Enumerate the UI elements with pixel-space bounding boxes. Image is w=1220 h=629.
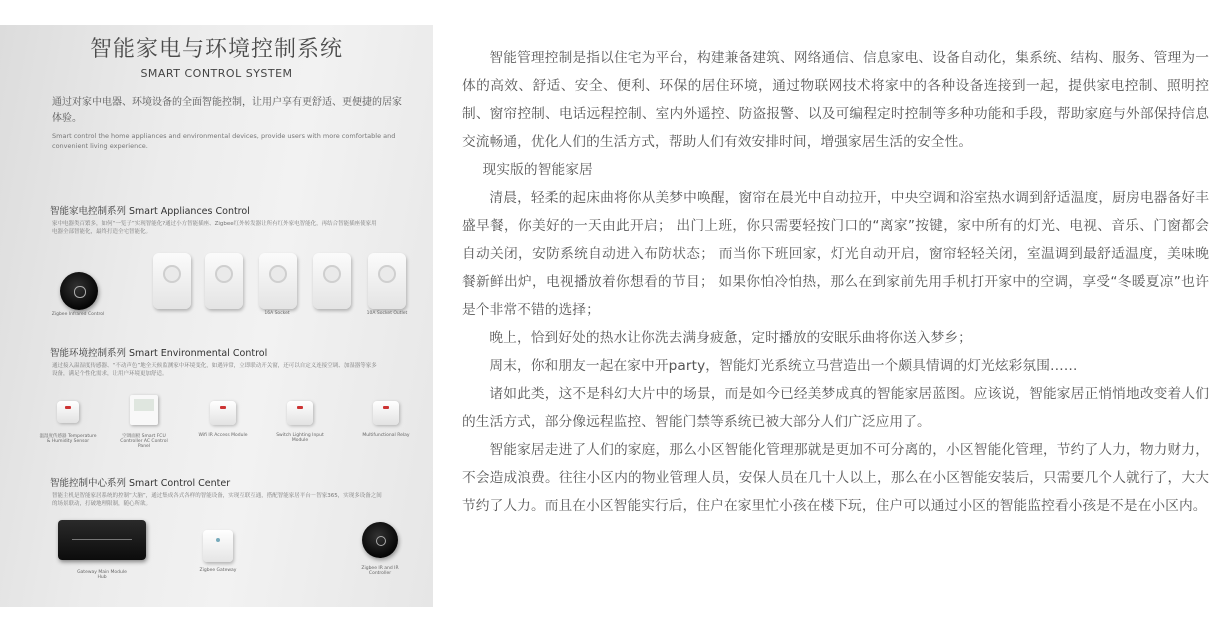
gateway-hub-device — [58, 520, 146, 560]
article-paragraph: 智能管理控制是指以住宅为平台，构建兼备建筑、网络通信、信息家电、设备自动化，集系统、结构、服务、管理为一体的高效、舒适、安全、便利、环保的居住环境，通过物联网技术将家中的各种设备连接到一起，提供家电控制、照明控制、窗帘控制、电话远程控制、室内外遥控、防盗报警、以及可编程定时控制等多种功能和手段，帮助家庭与外部保持信息交流畅通，优化人们的生活方式，帮助人们有效安排时间，增强家居生活的安全性。 — [462, 50, 1209, 150]
lighting-module-device — [287, 401, 313, 425]
smart-socket-device — [313, 253, 351, 309]
zigbee-gateway-device — [203, 530, 233, 562]
device-label: Multifunctional Relay — [362, 433, 410, 438]
smart-socket-device — [259, 253, 297, 309]
article-paragraph: 诸如此类，这不是科幻大片中的场景，而是如今已经美梦成真的智能家居蓝图。应该说，智能家居正悄悄地改变着人们的生活方式，部分像远程监控、智能门禁等系统已被大部分人们广泛应用了。 — [462, 386, 1209, 430]
device-label: Zigbee Gateway — [199, 568, 237, 573]
device-label: 16A Socket — [264, 311, 290, 316]
board-title: 智能家电与环境控制系统 — [89, 37, 343, 62]
board-subtitle: SMART CONTROL SYSTEM — [140, 67, 293, 80]
smart-socket-device — [368, 253, 406, 309]
article-subheading: 现实版的智能家居 — [482, 162, 593, 178]
ir-controller-device — [362, 522, 398, 558]
article-paragraph: 周末，你和朋友一起在家中开party，智能灯光系统立马营造出一个颇具情调的灯光炫彩氛围…… — [489, 358, 1078, 374]
smart-socket-device — [205, 253, 243, 309]
article-paragraph: 晚上，恰到好处的热水让你洗去满身疲惫，定时播放的安眠乐曲将你送入梦乡； — [489, 330, 972, 346]
device-label: Zigbee IR and IR Controller — [361, 566, 399, 576]
device-label: Gateway Main Module Hub — [77, 570, 127, 580]
section-title-appliances: 智能家电控制系列 Smart Appliances Control — [50, 206, 250, 217]
humidity-sensor-device — [57, 401, 79, 423]
device-label: Switch Lighting Input Module — [276, 433, 324, 443]
device-label: 10A Socket Outlet — [366, 311, 408, 316]
board-intro-english: Smart control the home appliances and environmental devices, provide users with more comfortable and convenient living experience. — [52, 132, 396, 150]
device-label: Wifi IR Access Module — [198, 433, 248, 438]
article-paragraph: 清晨，轻柔的起床曲将你从美梦中唤醒，窗帘在晨光中自动拉开，中央空调和浴室热水调到舒适温度，厨房电器备好丰盛早餐，你美好的一天由此开启； 出门上班，你只需要轻按门口的“离家”按键，家中所有的灯光、电视、音乐、门窗都会自动关闭，安防系统自动进入布防状态； 而当你下班回家，灯光自动开启，窗帘轻轻关闭，室温调到最舒适温度，美味晚餐新鲜出炉，电视播放着你想看的节目； 如果你怕冷怕热，那么在到家前先用手机打开家中的空调，享受“冬暖夏凉”也许是个非常不错的选择； — [462, 190, 1209, 318]
section-desc-control-center: 智能主机是智能家居系统的控制“大脑”，通过集成各式各样的智能设备，实现互联互通，搭配智能家居平台－智家365，实现多设备之间的场景联动，打破地理限制，随心所欲。 — [52, 493, 382, 507]
ir-module-device — [210, 401, 236, 425]
section-desc-environmental: 通过接入温湿度传感器、“不动声色”地全天候监测家中环境变化，如遇异常，立即联动开关窗，还可以自定义连接空调、加湿器等家多设备，满足个性化需求，让用户环境更加舒适。 — [52, 363, 377, 377]
smart-socket-device — [153, 253, 191, 309]
relay-device — [373, 401, 399, 425]
section-title-control-center: 智能控制中心系列 Smart Control Center — [50, 478, 231, 489]
device-label: 空调面板 Smart FCU Controller AC Control Panel — [120, 434, 168, 449]
article-body — [462, 44, 1209, 520]
section-title-environmental: 智能环境控制系列 Smart Environmental Control — [50, 348, 268, 359]
device-label: 温湿度传感器 Temperature & Humidity Sensor — [39, 434, 97, 444]
thermostat-panel-device — [130, 395, 158, 425]
board-intro: 通过对家中电器、环境设备的全面智能控制，让用户享有更舒适、更便捷的居家体验。 — [52, 97, 402, 124]
article-paragraph: 智能家居走进了人们的家庭，那么小区智能化管理那就是更加不可分离的，小区智能化管理，节约了人力，物力财力，不会造成浪费。往往小区内的物业管理人员，安保人员在几十人以上，那么在小区智能安装后，只需要几个人就行了，大大节约了人力。而且在小区智能实行后，住户在家里忙小孩在楼下玩，住户可以通过小区的智能监控看小孩是不是在小区内。 — [462, 442, 1209, 514]
ir-controller-device — [60, 272, 98, 310]
exhibition-board-photo — [0, 25, 433, 607]
device-label: Zigbee Infrared Control — [51, 312, 105, 317]
section-desc-appliances: 家中电器类百繁多，如何“一览子”实现智能化?通过小方智能插座、Zigbee红外转发器让所有红外家电智能化，再结合智能插座使家用电器全部智能化，最终打造全宅智能化。 — [52, 221, 377, 235]
